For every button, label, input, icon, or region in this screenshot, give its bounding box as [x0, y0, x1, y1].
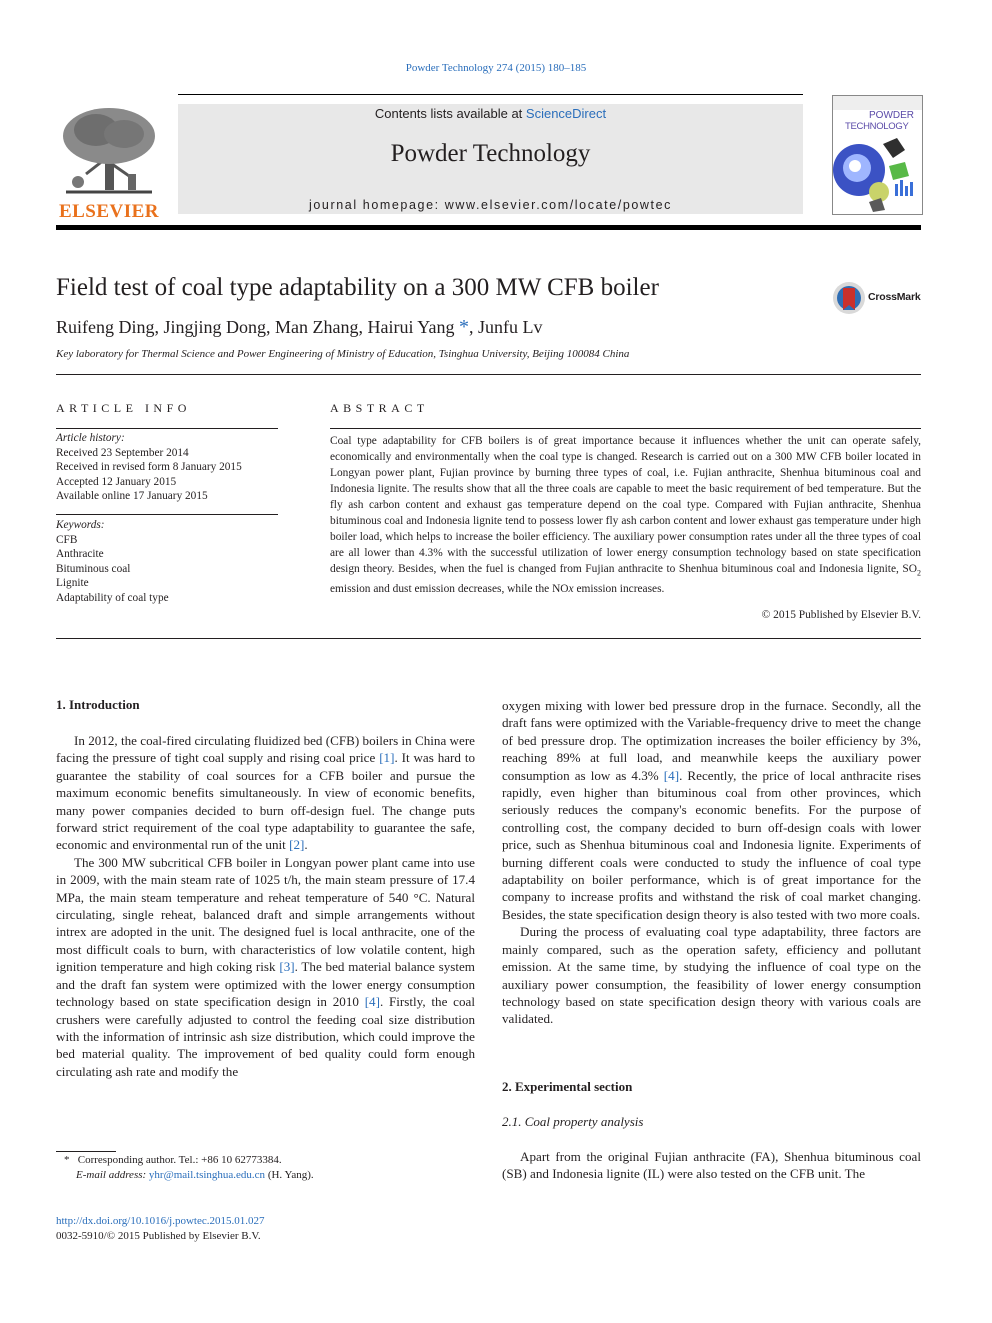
doi-block: [56, 1214, 476, 1244]
keywords-rule: [56, 514, 278, 515]
reference-link-5[interactable]: [4]: [663, 767, 680, 783]
journal-cover[interactable]: [832, 95, 923, 215]
intro-paragraph-3: oxygen mixing with lower bed pressure drop in the furnace. Secondly, all the draft fans were optimized with the Variable-frequency drive to meet the change of bed pressure drop. The optimization increases the boiler efficiency by 3%, reaching 89% at full load, and meanwhile keeps the auxiliary power consumption as low as 4.3% [4]. Recently, the price of local anthracite rises rapidly, even higher than bituminous coal from other provinces, which seriously reduces the company's economic benefits. For the purpose of controlling cost, the company decided to burn off-design coals with lower price, such as Shenhua bituminous coal and Indonesia lignite. Experiments of burning different coals were conducted to study the influence of coal type adaptability on boiler performance, which is of great importance for the company to increase profits and withstand the risk of coal market changing. Besides, the state specification design theory is also tested with two more coals.: [502, 698, 922, 922]
corresponding-author-note: [60, 1153, 480, 1168]
elsevier-logo[interactable]: [56, 104, 162, 222]
keyword-item: CFB: [56, 533, 78, 546]
footnote-mark: *: [64, 1154, 70, 1166]
section2-heading: 2. Experimental section: [502, 1079, 633, 1094]
footnote-corr-text: Corresponding author. Tel.: +86 10 62773384.: [77, 1154, 282, 1166]
intro-right-column: [502, 697, 921, 1028]
issn-copyright: 0032-5910/© 2015 Published by Elsevier B.V.: [56, 1230, 261, 1242]
contents-line: [178, 106, 803, 121]
abstract-text: [330, 433, 921, 597]
article-info-rule: [56, 428, 278, 429]
author-list: [56, 316, 542, 339]
email-suffix: (H. Yang).: [265, 1169, 314, 1181]
intro-heading: 1. Introduction: [56, 697, 140, 712]
journal-homepage[interactable]: journal homepage: www.elsevier.com/locate/powtec: [308, 198, 673, 212]
email-label: E-mail address:: [76, 1169, 147, 1181]
email-note: [60, 1168, 480, 1183]
crossmark-icon: [832, 281, 866, 315]
title-divider: [56, 374, 921, 375]
abstract-part: emission and dust emission decreases, while the NO: [330, 583, 569, 596]
cover-artwork-icon: [833, 136, 922, 214]
history-accepted: Accepted 12 January 2015: [56, 475, 177, 488]
authors-main: Ruifeng Ding, Jingjing Dong, Man Zhang, Hairui Yang: [56, 317, 455, 337]
contents-prefix: Contents lists available at: [374, 106, 526, 121]
keywords-label: Keywords:: [56, 519, 105, 531]
history-label: Article history:: [56, 432, 125, 444]
history-revised: Received in revised form 8 January 2015: [56, 461, 242, 473]
keyword-item: Adaptability of coal type: [56, 591, 169, 604]
article-title: Field test of coal type adaptability on a 300 MW CFB boiler: [56, 274, 659, 301]
reference-link-3[interactable]: [3]: [279, 959, 295, 975]
intro-paragraph-1: In 2012, the coal-fired circulating fluidized bed (CFB) boilers in China were facing the pressure of tight coal supply and rising coal price [1]. It was hard to guarantee the stability of coal sources for a CFB boiler and pursue the maximum economic benefits simultaneously. In view of economic benefits, many power companies decided to burn off-design fuel. The change puts forward strict requirement of the coal type adaptability to guarantee the safe, economic and environmental run of the unit [2].: [56, 733, 476, 853]
footnote-rule: [56, 1151, 116, 1152]
cover-title-2: TECHNOLOGY: [845, 121, 909, 132]
section2-subheading: 2.1. Coal property analysis: [502, 1114, 644, 1129]
email-link[interactable]: yhr@mail.tsinghua.edu.cn: [148, 1169, 266, 1181]
history-received: Received 23 September 2014: [56, 446, 189, 459]
sciencedirect-link[interactable]: ScienceDirect: [525, 106, 607, 121]
keyword-item: Lignite: [56, 577, 89, 589]
elsevier-wordmark: ELSEVIER: [58, 201, 160, 222]
abstract-part: emission increases.: [573, 583, 665, 596]
section2-paragraph-1: Apart from the original Fujian anthracite (FA), Shenhua bituminous coal (SB) and Indonesia lignite (IL) were also tested on the CFB unit. The: [502, 1149, 921, 1182]
header-top-rule: [178, 94, 803, 95]
authors-last: , Junfu Lv: [468, 317, 543, 337]
keywords-block: [56, 518, 278, 605]
abstract-divider: [56, 638, 921, 639]
article-info-heading: ARTICLE INFO: [56, 401, 191, 415]
crossmark-label: CrossMark: [868, 291, 921, 303]
keyword-item: Bituminous coal: [56, 562, 131, 575]
abstract-part: Coal type adaptability for CFB boilers is of great importance because it influences whether the unit can operate safely, economically and environmentally when the coal type is changed. Research is carried out on a 300 MW CFB boiler located in Longyan power plant, Fujian province by burning three types of coal, i.e. Fujian anthracite, Shenhua bituminous coal and Indonesia lignite. The results show that all the three coals are capable to meet the basic requirement of bed temperature. But the fly ash carbon content and exhaust gas temperature depend on the coal type. Compared with Fujian anthracite, Shenhua bituminous coal and Indonesia lignite tend to possess lower fly ash carbon content and lower exhaust gas temperature under high boiler load, which helps to increase the boiler efficiency. The auxiliary power consumption rates under all the three types of coal are all lower than 4.3% with the successful utilization of lower energy consumption technology based on state specification design theory. Besides, when the fuel is changed from Fujian anthracite to Shenhua bituminous coal and Indonesia lignite, SO: [330, 435, 921, 575]
crossmark-badge[interactable]: [832, 281, 927, 315]
abstract-italic: x: [568, 583, 574, 596]
affiliation: Key laboratory for Thermal Science and Power Engineering of Ministry of Education, Tsinghua University, Beijing 100084 China: [56, 348, 630, 360]
article-history: [56, 431, 278, 504]
cover-top-strip: [833, 96, 922, 110]
abstract-rule: [330, 428, 921, 429]
journal-citation[interactable]: Powder Technology 274 (2015) 180–185: [405, 62, 587, 74]
abstract-heading: ABSTRACT: [330, 401, 429, 415]
abstract-subscript: 2: [917, 568, 921, 578]
doi-link[interactable]: http://dx.doi.org/10.1016/j.powtec.2015.01.027: [56, 1215, 265, 1227]
header-bottom-rule: [56, 225, 921, 230]
intro-paragraph-2: The 300 MW subcritical CFB boiler in Longyan power plant came into use in 2009, with the main steam rate of 1025 t/h, the main steam pressure of 17.4 MPa, the main steam temperature and reheat temperature of 540 °C. Natural circulating, single reheat, balanced draft and simple arrangements without intrex are adopted in the unit. The designed fuel is local anthracite, one of the most difficult coals to burn, with characteristics of low volatile content, high ignition temperature and high coking risk [3]. The bed material balance system and the draft fan system were optimized with the lower energy consumption technology based on state specification design in 2010 [4]. Firstly, the coal crushers were carefully adjusted to control the feeding coal size distribution with the information of intrinsic ash size distribution, which could improve the bed material quality. The improvement of bed quality could form enough circulating ash rate and modify the: [56, 854, 475, 1079]
section2-column: [502, 1148, 921, 1183]
keyword-item: Anthracite: [56, 548, 104, 560]
reference-link-1[interactable]: [1]: [379, 750, 395, 766]
reference-link-2[interactable]: [2]: [289, 837, 305, 853]
cover-title-1: POWDER: [869, 110, 914, 121]
elsevier-tree-icon: [56, 104, 162, 196]
journal-title: Powder Technology: [390, 140, 591, 167]
corresponding-author-mark[interactable]: *: [458, 316, 469, 338]
history-online: Available online 17 January 2015: [56, 490, 208, 502]
intro-paragraph-4: During the process of evaluating coal type adaptability, three factors are mainly compared, such as the operation safety, efficiency and pollutant emission. At the same time, by studying the influence of coal type on the auxiliary power consumption, the feasibility of lower energy consumption technology based on state specification design theory with various coals are validated.: [502, 924, 921, 1027]
reference-link-4[interactable]: [4]: [364, 994, 380, 1010]
footnote-block: [60, 1153, 480, 1183]
abstract-copyright: © 2015 Published by Elsevier B.V.: [761, 609, 921, 621]
intro-left-column: [56, 732, 475, 1080]
